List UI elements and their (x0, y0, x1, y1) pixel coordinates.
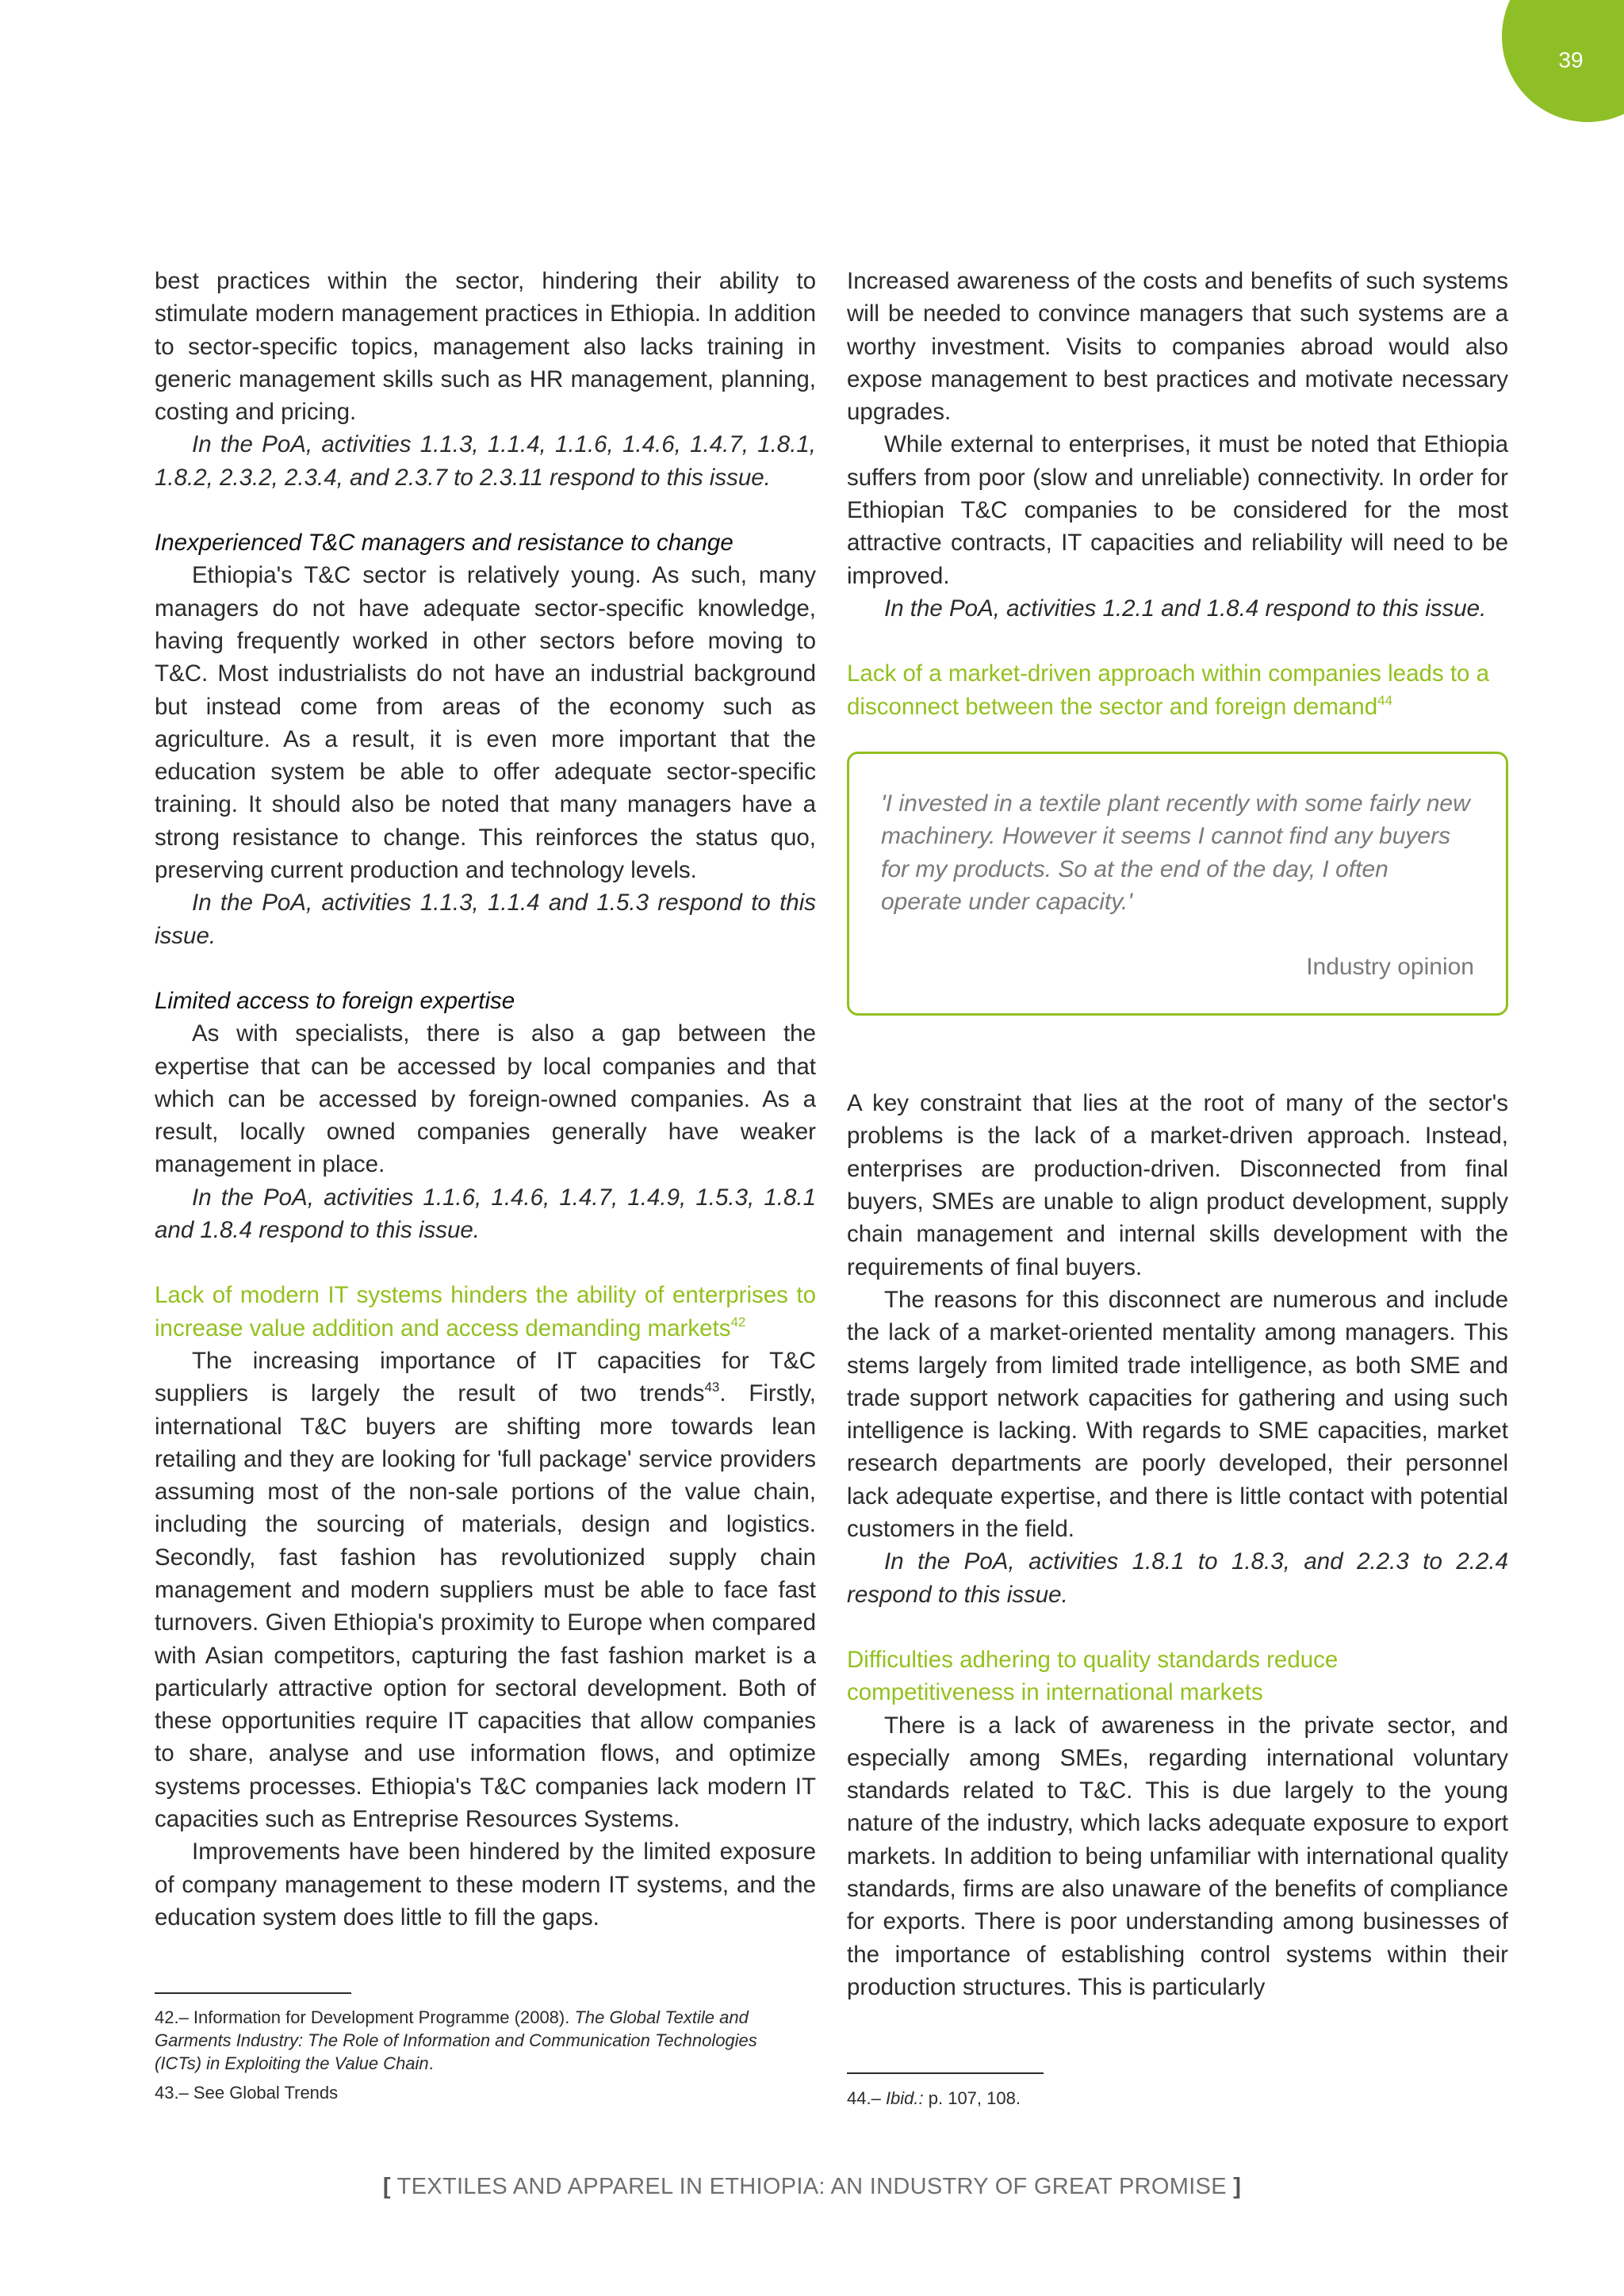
subheading-inexperienced-managers: Inexperienced T&C managers and resistance to change (155, 530, 733, 557)
footnotes-right (847, 2087, 1489, 2110)
paragraph: The reasons for this disconnect are numerous and include the lack of a market-oriented mentality among managers. This stems largely from limited trade intelligence, as both SME and trade support network capacities for gathering and using such intelligence is lacking. With regards to SME capacities, market research departments are poorly developed, their personnel lack adequate expertise, and there is little contact with potential customers in the field. (847, 1286, 1508, 1543)
paragraph: There is a lack of awareness in the private sector, and especially among SMEs, regarding international voluntary standards related to T&C. This is due largely to the young nature of the industry, which lacks adequate exposure to export markets. In addition to being unfamiliar with international quality standards, firms are also unaware of the benefits of compliance for exports. There is poor understanding among businesses of the importance of establishing control systems within their production structures. This is particularly (847, 1712, 1508, 2000)
right-column (847, 265, 1508, 2003)
poa-note: In the PoA, activities 1.1.6, 1.4.6, 1.4.7, 1.4.9, 1.5.3, 1.8.1 and 1.8.4 respond to this issue. (155, 1184, 816, 1244)
poa-note: In the PoA, activities 1.2.1 and 1.8.4 respond to this issue. (884, 595, 1487, 622)
footnote-43: 43.– See Global Trends (155, 2083, 339, 2103)
left-column (155, 265, 816, 1934)
paragraph: The increasing importance of IT capacities for T&C suppliers is largely the result of two trends$^{43}$. Firstly, international T&C buyers are shifting more towards lean retailing and they are looking for 'full package' service providers assuming most of the non-sale portions of the value chain, including the sourcing of materials, design and logistics. Secondly, fast fashion has revolutionized supply chain management and modern suppliers must be able to face fast turnovers. Given Ethiopia's proximity to Europe when compared with Asian competitors, capturing the fast fashion market is a particularly attractive option for sectoral development. Both of these opportunities require IT capacities that allow companies to share, analyse and use information flows, and optimize systems processes. Ethiopia's T&C companies lack modern IT capacities such as Entreprise Resources Systems. (155, 1347, 816, 1833)
footnote-42: 42.– Information for Development Programme (2008). The Global Textile and Garments Industry: The Role of Information and Communication Technologies (ICTs) in Exploiting the Value Chain. (155, 2007, 757, 2073)
running-footer: [ TEXTILES AND APPAREL IN ETHIOPIA: AN INDUSTRY OF GREAT PROMISE ] (382, 2174, 1242, 2199)
footnotes-left (155, 2006, 797, 2104)
footnote-ref-44: 44 (1377, 692, 1393, 708)
quote-source: Industry opinion (1306, 953, 1474, 980)
poa-note: In the PoA, activities 1.8.1 to 1.8.3, and 2.2.3 to 2.2.4 respond to this issue. (847, 1548, 1508, 1608)
quote-text: 'I invested in a textile plant recently with some fairly new machinery. However it seems I cannot find any buyers for my products. So at the end of the day, I often operate under capacity.' (881, 790, 1470, 916)
poa-note: In the PoA, activities 1.1.3, 1.1.4 and 1.5.3 respond to this issue. (155, 890, 816, 949)
paragraph: While external to enterprises, it must be noted that Ethiopia suffers from poor (slow and unreliable) connectivity. In order for Ethiopian T&C companies to be considered for the most attractive contracts, IT capacities and reliability will need to be improved. (847, 431, 1508, 589)
section-heading-market-driven: Lack of a market-driven approach within companies leads to a disconnect between the sector and foreign demand$^{44}$ (847, 660, 1490, 720)
page-number: 39 (1558, 48, 1584, 72)
footnote-ref-42: 42 (730, 1314, 746, 1330)
paragraph: best practices within the sector, hindering their ability to stimulate modern management practices in Ethiopia. In addition to sector-specific topics, management also lacks training in generic management skills such as HR management, planning, costing and pricing. (155, 268, 816, 426)
section-heading-quality-standards: Difficulties adhering to quality standards reduce competitiveness in international markets (847, 1646, 1339, 1706)
paragraph: Increased awareness of the costs and benefits of such systems will be needed to convince managers that such systems are a worthy investment. Visits to companies abroad would also expose management to best practices and motivate necessary upgrades. (847, 268, 1508, 426)
paragraph: As with specialists, there is also a gap between the expertise that can be accessed by local companies and that which can be accessed by foreign-owned companies. As a result, locally owned companies generally have weaker management in place. (155, 1020, 816, 1178)
publication-title: TEXTILES AND APPAREL IN ETHIOPIA: AN INDUSTRY OF GREAT PROMISE (396, 2174, 1227, 2199)
subheading-foreign-expertise: Limited access to foreign expertise (155, 987, 515, 1014)
footnote-rule-left (155, 1992, 351, 1994)
paragraph: A key constraint that lies at the root of many of the sector's problems is the lack of a market-driven approach. Instead, enterprises are production-driven. Disconnected from final buyers, SMEs are unable to align product development, supply chain management and internal skills development with the requirements of final buyers. (847, 1090, 1508, 1280)
paragraph: Ethiopia's T&C sector is relatively young. As such, many managers do not have adequate sector-specific knowledge, having frequently worked in other sectors before moving to T&C. Most industrialists do not have an industrial background but instead come from areas of the economy such as agriculture. As a result, it is even more important that the education system be able to offer adequate sector-specific training. It should also be noted that many managers have a strong resistance to change. This reinforces the status quo, preserving current production and technology levels. (155, 562, 816, 884)
footnote-44: 44.– Ibid.: p. 107, 108. (847, 2088, 1021, 2108)
quote-box (847, 752, 1508, 1016)
section-heading-it-systems: Lack of modern IT systems hinders the ability of enterprises to increase value addition and access demanding markets$^{42}$ (155, 1282, 816, 1341)
footnote-rule-right (847, 2072, 1044, 2074)
poa-note: In the PoA, activities 1.1.3, 1.1.4, 1.1.6, 1.4.6, 1.4.7, 1.8.1, 1.8.2, 2.3.2, 2.3.4, and 2.3.7 to 2.3.11 respond to this issue. (155, 431, 816, 491)
footnote-ref-43: 43 (704, 1380, 720, 1395)
paragraph: Improvements have been hindered by the limited exposure of company management to these modern IT systems, and the education system does little to fill the gaps. (155, 1839, 816, 1931)
